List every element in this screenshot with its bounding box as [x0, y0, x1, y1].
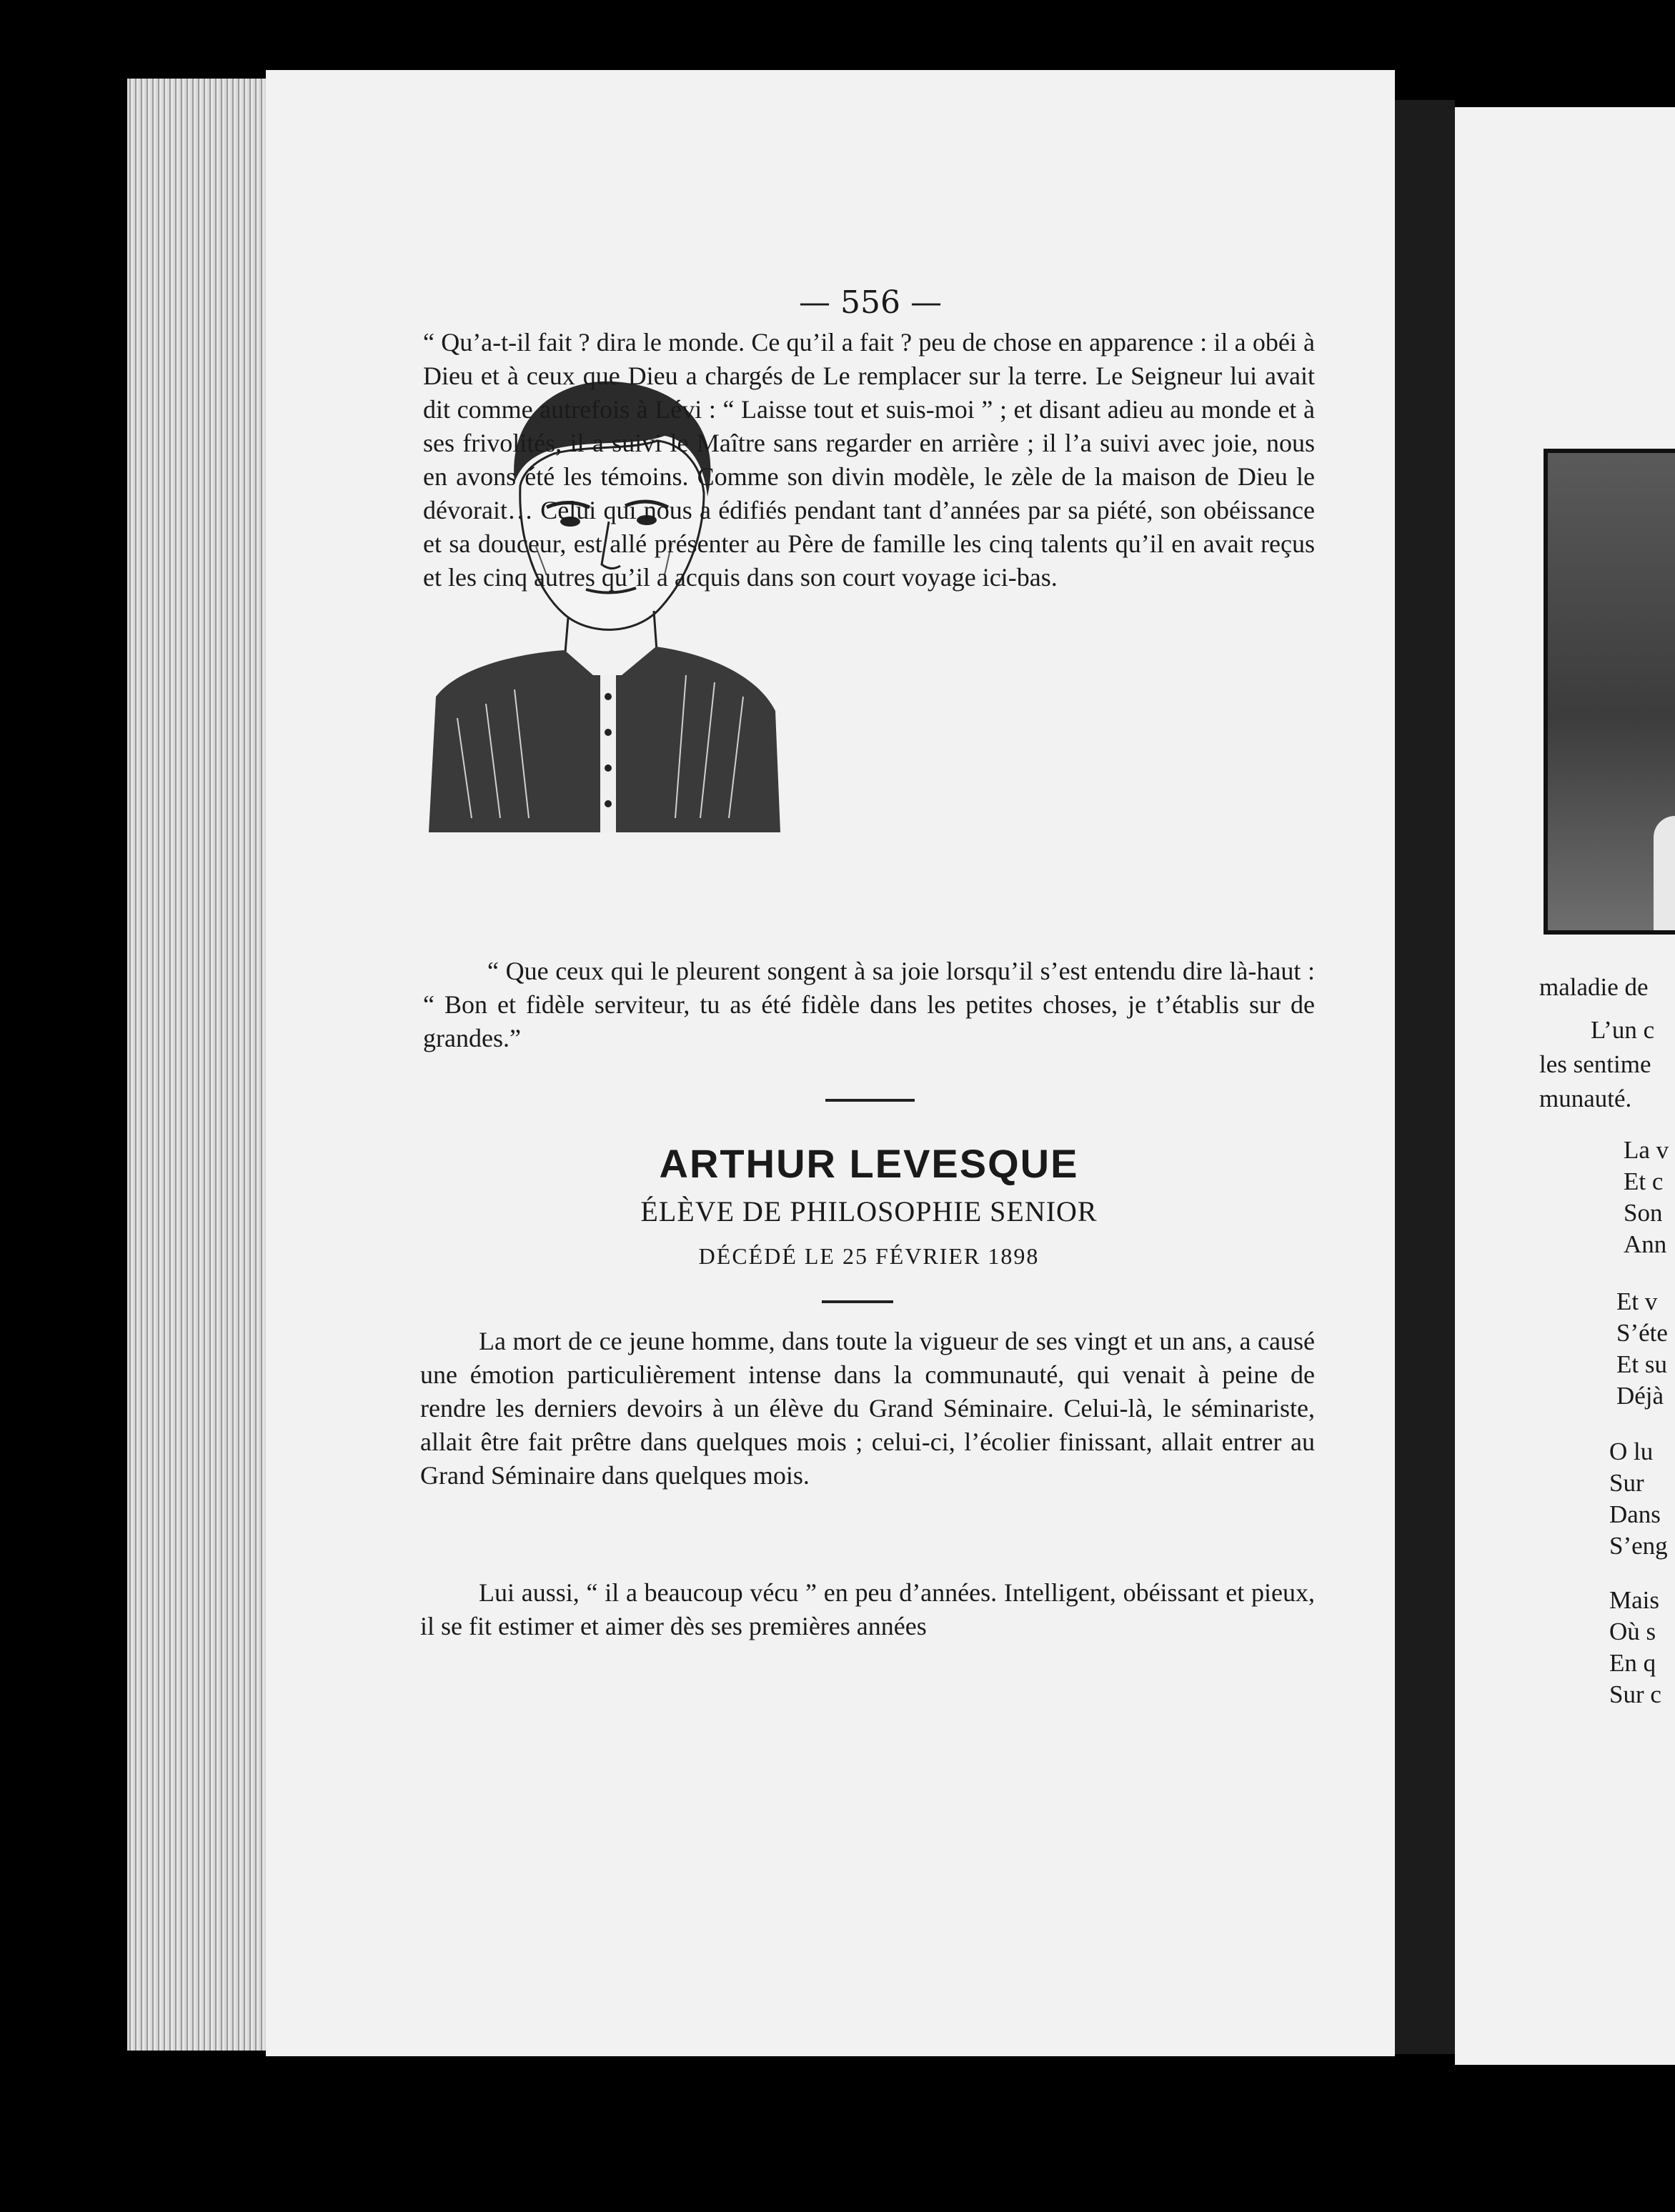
right-text-line: L’un c [1591, 1016, 1655, 1044]
obituary-date: DÉCÉDÉ LE 25 FÉVRIER 1898 [698, 1243, 1040, 1269]
right-text-line: La v [1624, 1136, 1669, 1164]
right-text-line: Dans [1609, 1500, 1661, 1528]
right-text-line: Déjà [1616, 1382, 1664, 1410]
right-text-line: O lu [1609, 1438, 1654, 1465]
right-text-line: maladie de [1539, 973, 1649, 1001]
right-page-photograph [1544, 449, 1675, 935]
right-page [1455, 107, 1675, 2065]
right-text-line: Où s [1609, 1618, 1656, 1645]
right-text-line: Son [1624, 1199, 1663, 1227]
right-text-line: Et c [1624, 1167, 1664, 1195]
heading-divider [822, 1300, 893, 1303]
obituary-subtitle: ÉLÈVE DE PHILOSOPHIE SENIOR [640, 1195, 1098, 1227]
paragraph-obituary-1: La mort de ce jeune homme, dans toute la vigueur de ses vingt et un ans, a causé une émotion particulièrement intense dans la communauté, qui venait à peine de rendre les derniers devoirs à un élève du Grand Séminaire. Celui-là, le séminariste, allait être fait prêtre dans quelques mois ; celui-ci, l’écolier finissant, allait entrer au Grand Séminaire dans quelques mois. [420, 1327, 1315, 1490]
right-text-line: munauté. [1539, 1085, 1632, 1112]
paragraph-obituary-2: Lui aussi, “ il a beaucoup vécu ” en peu d’années. Intelligent, obéissant et pieux, il se fit estimer et aimer dès ses premières années [420, 1578, 1315, 1640]
page-number: — 556 — [799, 284, 942, 321]
right-text-line: les sentime [1539, 1050, 1651, 1078]
book-page-edges [127, 79, 270, 2051]
right-text-line: Mais [1609, 1586, 1659, 1614]
obituary-name-heading: ARTHUR LEVESQUE [659, 1141, 1079, 1186]
right-text-line: Sur c [1609, 1680, 1661, 1708]
paragraph-eulogy-1: “ Qu’a-t-il fait ? dira le monde. Ce qu’il a fait ? peu de chose en apparence : il a obéi à Dieu et à ceux que Dieu a chargés de Le remplacer sur la terre. Le Seigneur lui avait dit comme autrefois à Lévi : “ Laisse tout et suis-moi ” ; et disant adieu au monde et à ses frivolités, il a suivi le Maître sans regarder en arrière ; il l’a suivi avec joie, nous en avons été les témoins. Comme son divin modèle, le zèle de la maison de Dieu le dévorait… Celui qui nous a édifiés pendant tant d’années par sa piété, son obéissance et sa douceur, est allé présenter au Père de famille les cinq talents qu’il en avait reçus et les cinq autres qu’il a acquis dans son court voyage ici-bas. [423, 328, 1315, 592]
right-text-line: Sur [1609, 1469, 1644, 1497]
right-text-line: S’éte [1616, 1319, 1668, 1347]
right-text-line: Et su [1616, 1350, 1667, 1378]
paragraph-eulogy-2: “ Que ceux qui le pleurent songent à sa joie lorsqu’il s’est entendu dire là-haut : “ Bon et fidèle serviteur, tu as été fidèle dans les petites choses, je t’établis sur de grandes.” [423, 957, 1315, 1052]
section-divider [825, 1099, 915, 1102]
right-text-line: S’eng [1609, 1532, 1668, 1560]
book-gutter [1395, 100, 1455, 2054]
right-text-line: Ann [1624, 1230, 1667, 1258]
right-text-line: En q [1609, 1649, 1656, 1677]
right-text-line: Et v [1616, 1287, 1658, 1315]
